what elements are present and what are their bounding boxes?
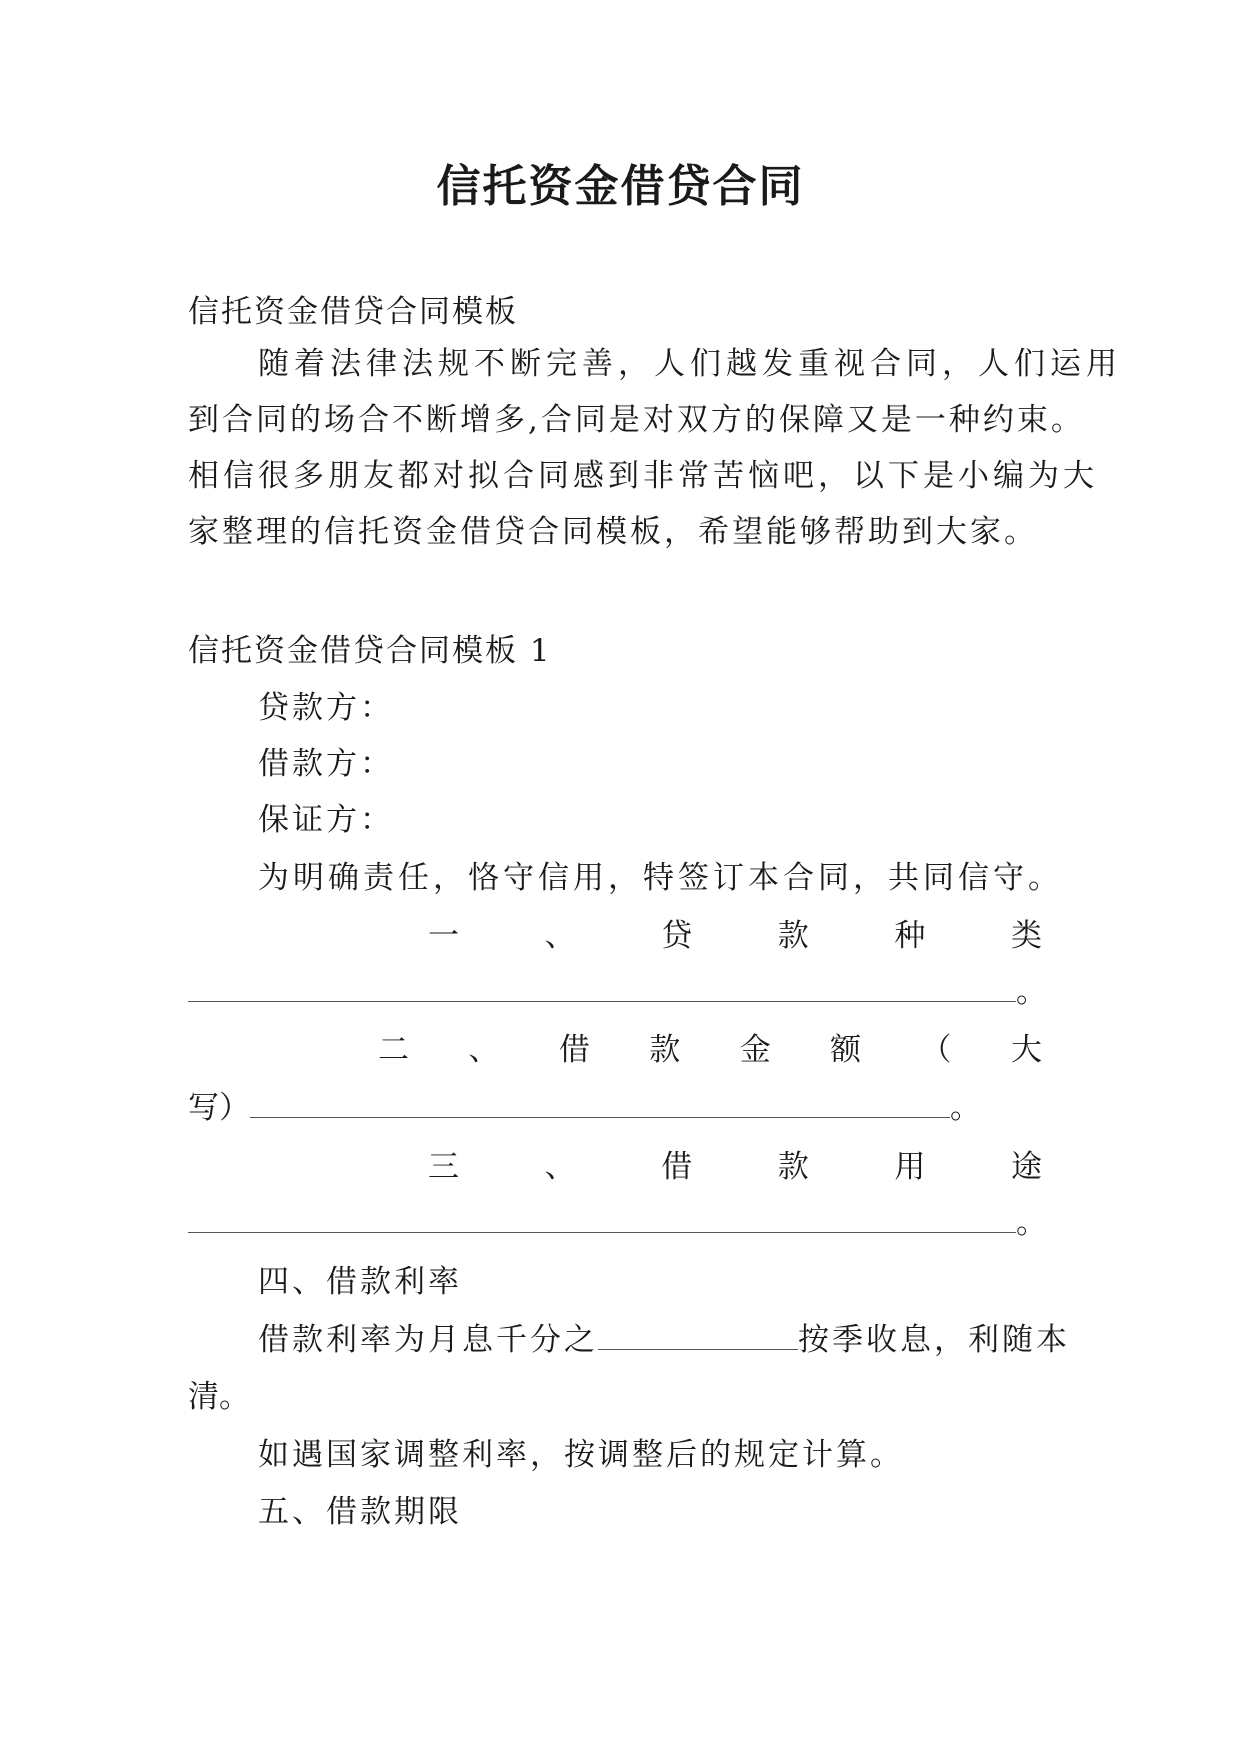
intro-line-4: 家整理的信托资金借贷合同模板，希望能够帮助到大家。 <box>188 514 1038 550</box>
section3-char: 用 <box>894 1149 926 1185</box>
lender-label: 贷款方： <box>258 690 394 726</box>
section2-char: 大 <box>1010 1032 1042 1068</box>
section1-heading <box>428 916 1042 956</box>
intro-line-2: 到合同的场合不断增多,合同是对双方的保障又是一种约束。 <box>188 402 1085 438</box>
section3-char: 途 <box>1010 1149 1042 1185</box>
section3-char: 三 <box>428 1149 459 1185</box>
section4-rate-line <box>258 1320 1070 1360</box>
section2-char: 、 <box>468 1032 500 1068</box>
intro-line-1: 随着法律法规不断完善，人们越发重视合同，人们运用 <box>258 346 1122 382</box>
borrower-label: 借款方： <box>258 746 394 782</box>
section4-rate-cont: 清。 <box>188 1379 250 1415</box>
section2-end: 。 <box>950 1090 981 1126</box>
rate-prefix: 借款利率为月息千分之 <box>258 1322 598 1358</box>
section2-char: （ <box>920 1032 952 1068</box>
section2-underline <box>250 1091 950 1118</box>
section4-heading: 四、借款利率 <box>258 1264 462 1300</box>
section1-underline <box>188 975 1016 1002</box>
section3-underline <box>188 1206 1016 1233</box>
section1-char: 种 <box>894 918 926 954</box>
guarantor-label: 保证方： <box>258 802 394 838</box>
section1-char: 一 <box>428 918 459 954</box>
intro-line-3: 相信很多朋友都对拟合同感到非常苦恼吧，以下是小编为大 <box>188 458 1098 494</box>
section2-char: 二 <box>378 1032 409 1068</box>
section5-heading: 五、借款期限 <box>258 1494 462 1530</box>
section1-char: 、 <box>544 918 576 954</box>
section4-adjust: 如遇国家调整利率，按调整后的规定计算。 <box>258 1437 904 1473</box>
section2-char: 借 <box>558 1032 590 1068</box>
section2-char: 金 <box>739 1032 771 1068</box>
section1-blank-line <box>188 972 1047 1012</box>
rate-suffix: 按季收息，利随本 <box>798 1322 1070 1358</box>
section1-char: 款 <box>777 918 809 954</box>
subtitle: 信托资金借贷合同模板 <box>188 294 518 330</box>
section2-heading <box>378 1030 1042 1070</box>
preamble: 为明确责任，恪守信用，特签订本合同，共同信守。 <box>258 860 1063 896</box>
section3-end: 。 <box>1016 1205 1047 1241</box>
document-title: 信托资金借贷合同 <box>436 161 805 212</box>
rate-underline <box>598 1323 798 1350</box>
section3-char: 、 <box>544 1149 576 1185</box>
section2-char: 额 <box>830 1032 862 1068</box>
section2-blank-line <box>188 1088 981 1128</box>
section3-char: 款 <box>777 1149 809 1185</box>
section1-char: 类 <box>1010 918 1042 954</box>
section2-cont: 写） <box>188 1090 250 1126</box>
template-heading: 信托资金借贷合同模板 1 <box>188 633 552 669</box>
section3-char: 借 <box>661 1149 693 1185</box>
section2-char: 款 <box>649 1032 681 1068</box>
section1-end: 。 <box>1016 974 1047 1010</box>
section3-blank-line <box>188 1203 1047 1243</box>
section1-char: 贷 <box>661 918 693 954</box>
section3-heading <box>428 1147 1042 1187</box>
